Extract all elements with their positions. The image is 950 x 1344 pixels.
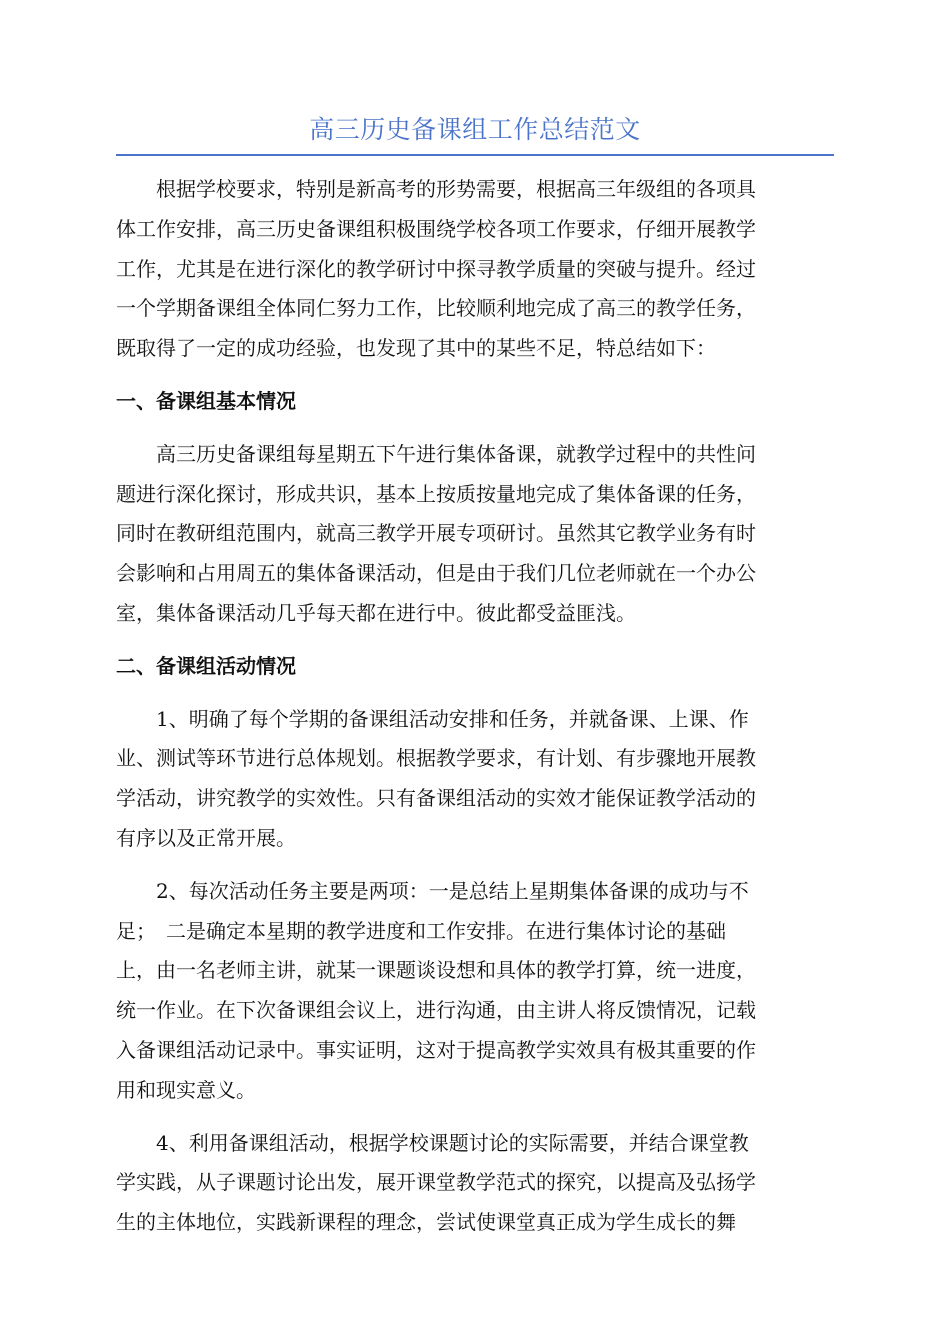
- paragraph-line: 室，集体备课活动几乎每天都在进行中。彼此都受益匪浅。: [116, 600, 636, 625]
- paragraph-line: 工作，尤其是在进行深化的教学研讨中探寻教学质量的突破与提升。经过: [116, 256, 756, 281]
- paragraph-line: 同时在教研组范围内，就高三教学开展专项研讨。虽然其它教学业务有时: [116, 521, 756, 546]
- paragraph-line: 4、利用备课组活动，根据学校课题讨论的实际需要，并结合课堂教: [116, 1130, 749, 1155]
- activity-item-1: [116, 700, 834, 859]
- document-body: [116, 170, 834, 1256]
- paragraph-line: 用和现实意义。: [116, 1077, 256, 1102]
- activity-item-2: [116, 872, 834, 1111]
- paragraph-line: 上，由一名老师主讲，就某一课题谈设想和具体的教学打算，统一进度，: [116, 958, 756, 983]
- paragraph-line: 根据学校要求，特别是新高考的形势需要，根据高三年级组的各项具: [116, 177, 756, 201]
- paragraph-line: 1、明确了每个学期的备课组活动安排和任务，并就备课、上课、作: [116, 706, 749, 731]
- paragraph-line: 有序以及正常开展。: [116, 825, 296, 850]
- paragraph-line: 题进行深化探讨，形成共识，基本上按质按量地完成了集体备课的任务，: [116, 481, 756, 506]
- paragraph-line: 会影响和占用周五的集体备课活动，但是由于我们几位老师就在一个办公: [116, 561, 756, 586]
- paragraph-line: 学活动，讲究教学的实效性。只有备课组活动的实效才能保证教学活动的: [116, 786, 756, 811]
- basic-info-paragraph: [116, 435, 834, 634]
- title-underline: [116, 154, 834, 156]
- activity-item-4: [116, 1124, 834, 1243]
- paragraph-line: 体工作安排，高三历史备课组积极围绕学校各项工作要求，仔细开展教学: [116, 216, 756, 241]
- paragraph-line: 生的主体地位，实践新课程的理念，尝试使课堂真正成为学生成长的舞: [116, 1210, 736, 1235]
- intro-paragraph: [116, 170, 834, 369]
- document-title: 高三历史备课组工作总结范文: [309, 115, 641, 144]
- section-heading-basic-info: 一、备课组基本情况: [116, 388, 296, 413]
- paragraph-line: 一个学期备课组全体同仁努力工作，比较顺利地完成了高三的教学任务，: [116, 296, 756, 321]
- paragraph-line: 统一作业。在下次备课组会议上，进行沟通，由主讲人将反馈情况，记载: [116, 998, 756, 1023]
- paragraph-line: 业、测试等环节进行总体规划。根据教学要求，有计划、有步骤地开展教: [116, 746, 756, 771]
- paragraph-line: 既取得了一定的成功经验，也发现了其中的某些不足，特总结如下：: [116, 336, 716, 361]
- paragraph-line: 入备课组活动记录中。事实证明，这对于提高教学实效具有极其重要的作: [116, 1037, 756, 1062]
- section-heading-activities: 二、备课组活动情况: [116, 653, 296, 678]
- paragraph-line: 2、每次活动任务主要是两项：一是总结上星期集体备课的成功与不: [116, 878, 749, 903]
- paragraph-line: 足； 二是确定本星期的教学进度和工作安排。在进行集体讨论的基础: [116, 918, 726, 943]
- paragraph-line: 高三历史备课组每星期五下午进行集体备课，就教学过程中的共性问: [116, 441, 756, 466]
- paragraph-line: 学实践，从子课题讨论出发，展开课堂教学范式的探究，以提高及弘扬学: [116, 1170, 756, 1195]
